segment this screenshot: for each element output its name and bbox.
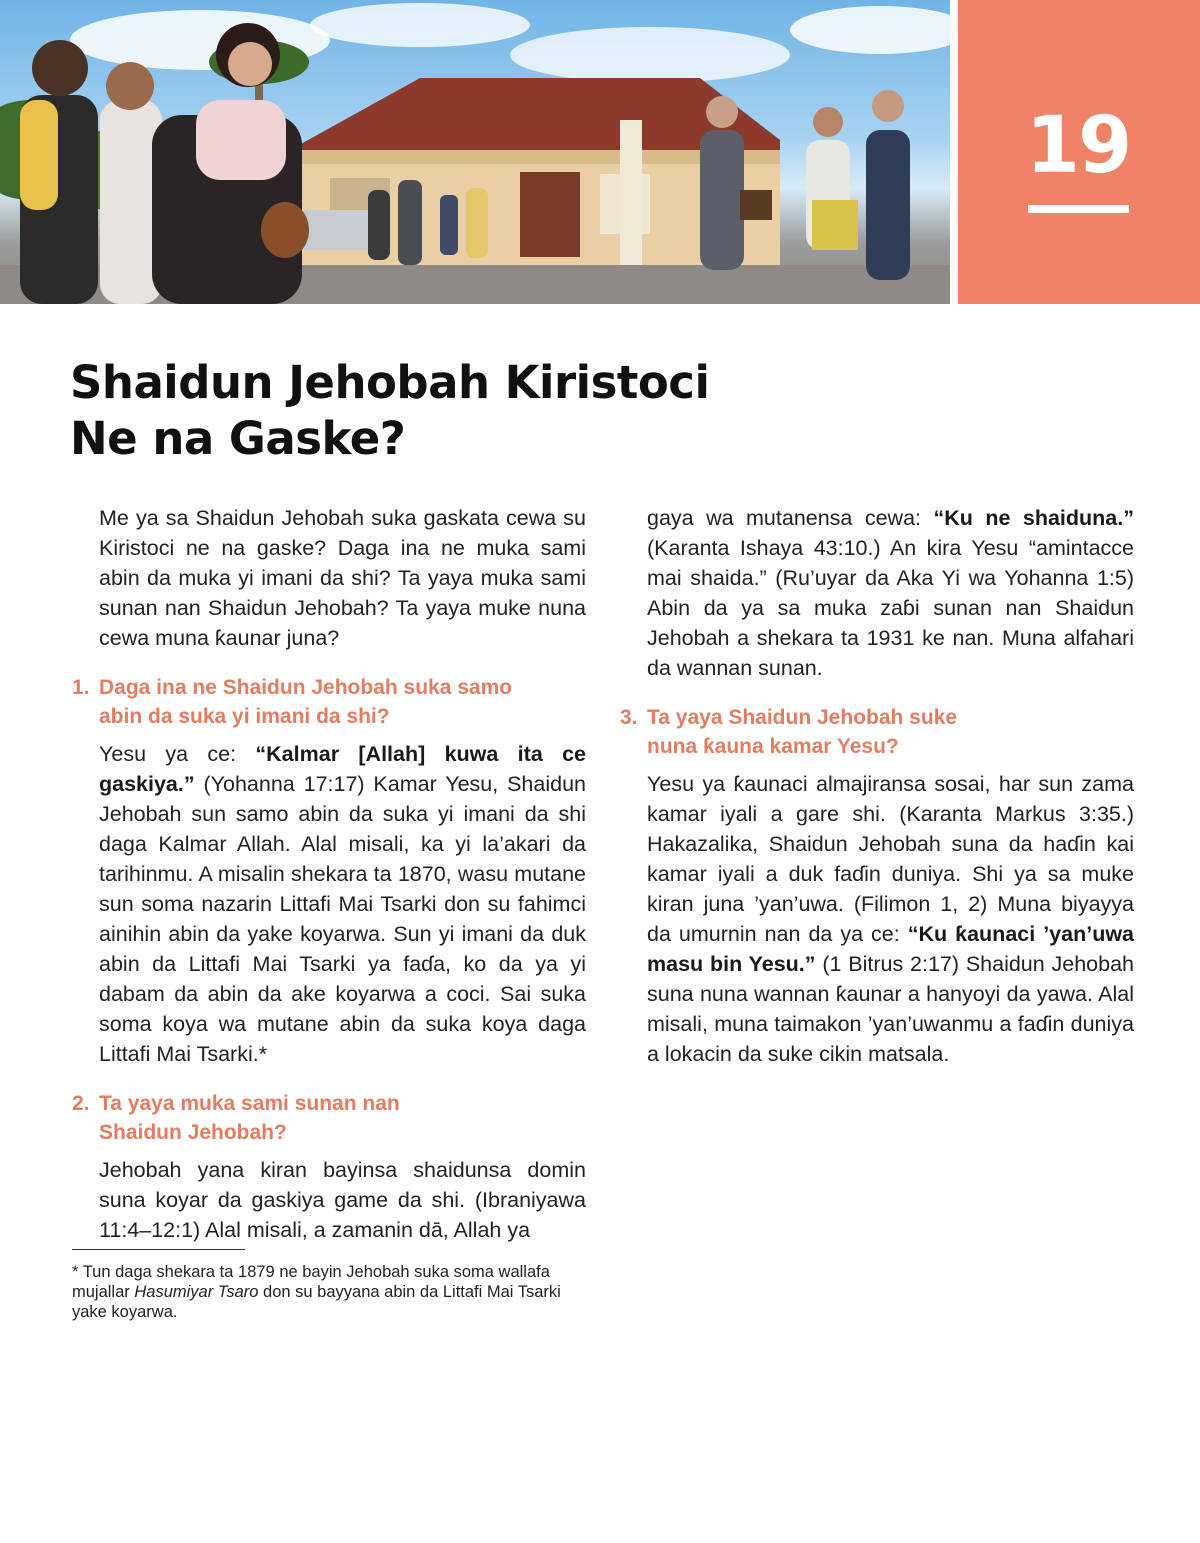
question-1-line-2: abin da suka yi imani da shi? — [99, 705, 390, 728]
footnote-end: don su bayyana abin da Littafi Mai Tsarki yake koyarwa. — [72, 1283, 561, 1321]
answer-3-lead: Yesu ya ƙaunaci almajiransa sosai, har sun zama kamar iyali a gare shi. (Karanta Markus 3:35.) Hakazalika, Shaidun Jehobah suna da haɗin kai kamar iyali a duk faɗin duniya. Shi ya sa muke kiran juna ’yan’uwa. (Filimon 1, 2) Muna biyayya da umurnin nan da ya ce: — [647, 772, 1134, 946]
lesson-number-underline — [1028, 205, 1129, 213]
answer-2-paragraph-part-2 — [620, 503, 1134, 683]
answer-3-paragraph — [620, 769, 1134, 1069]
footnote-divider — [72, 1249, 245, 1250]
question-2-line-1: Ta yaya muka sami sunan nan — [99, 1092, 400, 1115]
answer-1-quote: “Kalmar [Allah] kuwa ita ce gaskiya.” — [99, 742, 587, 796]
answer-1-rest: (Yohanna 17:17) Kamar Yesu, Shaidun Jehobah sun samo abin da suka yi imani da shi daga Kalmar Allah. Alal misali, ka yi la’akari da tarihinmu. A misalin shekara ta 1870, wasu mutane sun soma nazarin Littafi Mai Tsarki don su fahimci ainihin abin da yake koyarwa. Sun yi imani da duk abin da Littafi Mai Tsarki ya faɗa, ko da ya yi dabam da abin da ake koyarwa a coci. Sai suka soma koya wa mutane abin da suka koya daga Littafi Mai Tsarki.* — [99, 772, 586, 1066]
question-2-number: 2. — [72, 1092, 90, 1115]
answer-2-continued-lead: gaya wa mutanensa cewa: — [647, 506, 934, 530]
question-3-number: 3. — [620, 706, 638, 729]
answer-2-paragraph-part-1: Jehobah yana kiran bayinsa shaidunsa domin suna koyar da gaskiya game da shi. (Ibraniyawa 11:4–12:1) Alal misali, a zamanin dā, Allah ya — [99, 1158, 586, 1242]
header-photo — [0, 0, 950, 304]
question-3-heading — [620, 703, 1134, 761]
footnote — [72, 1262, 577, 1322]
question-2-heading — [72, 1089, 586, 1147]
answer-2-rest: (Karanta Ishaya 43:10.) An kira Yesu “amintacce mai shaida.” (Ru’uyar da Aka Yi wa Yohanna 1:5) Abin da ya sa muka zaɓi sunan nan Shaidun Jehobah a shekara ta 1931 ke nan. Muna alfahari da wannan sunan. — [647, 536, 1134, 680]
answer-3-rest: (1 Bitrus 2:17) Shaidun Jehobah suna nuna wannan ƙaunar a hanyoyi da yawa. Alal misali, muna taimakon ’yan’uwanmu a faɗin duniya a lokacin da suke cikin matsala. — [647, 952, 1135, 1066]
answer-1-lead: Yesu ya ce: — [99, 742, 256, 766]
right-column — [620, 503, 1134, 1069]
question-1-line-1: Daga ina ne Shaidun Jehobah suka samo — [99, 676, 513, 699]
footnote-start: * Tun daga shekara ta 1879 ne bayin Jehobah suka soma wallafa mujallar — [72, 1263, 550, 1301]
left-column — [72, 503, 586, 1245]
question-2-line-2: Shaidun Jehobah? — [99, 1121, 287, 1144]
question-1-heading — [72, 673, 586, 731]
answer-3-quote: “Ku ƙaunaci ’yan’uwa masu bin Yesu.” — [647, 922, 1135, 976]
answer-2-quote: “Ku ne shaiduna.” — [933, 506, 1134, 530]
page-title — [70, 355, 709, 467]
title-line-1: Shaidun Jehobah Kiristoci — [70, 356, 710, 409]
kingdom-hall-scene-image — [0, 0, 950, 304]
question-3-line-2: nuna ƙauna kamar Yesu? — [647, 735, 899, 758]
footnote-magazine-title: Hasumiyar Tsaro — [134, 1283, 259, 1301]
answer-1-paragraph — [72, 739, 586, 1069]
question-1-number: 1. — [72, 676, 90, 699]
lesson-number: 19 — [1025, 101, 1131, 191]
title-line-2: Ne na Gaske? — [70, 412, 406, 465]
intro-paragraph: Me ya sa Shaidun Jehobah suka gaskata cewa su Kiristoci ne na gaske? Daga ina ne muka sami abin da muka yi imani da shi? Ta yaya muka sami sunan nan Shaidun Jehobah? Ta yaya muke nuna cewa muna ƙaunar juna? — [99, 506, 586, 650]
question-3-line-1: Ta yaya Shaidun Jehobah suke — [647, 706, 958, 729]
